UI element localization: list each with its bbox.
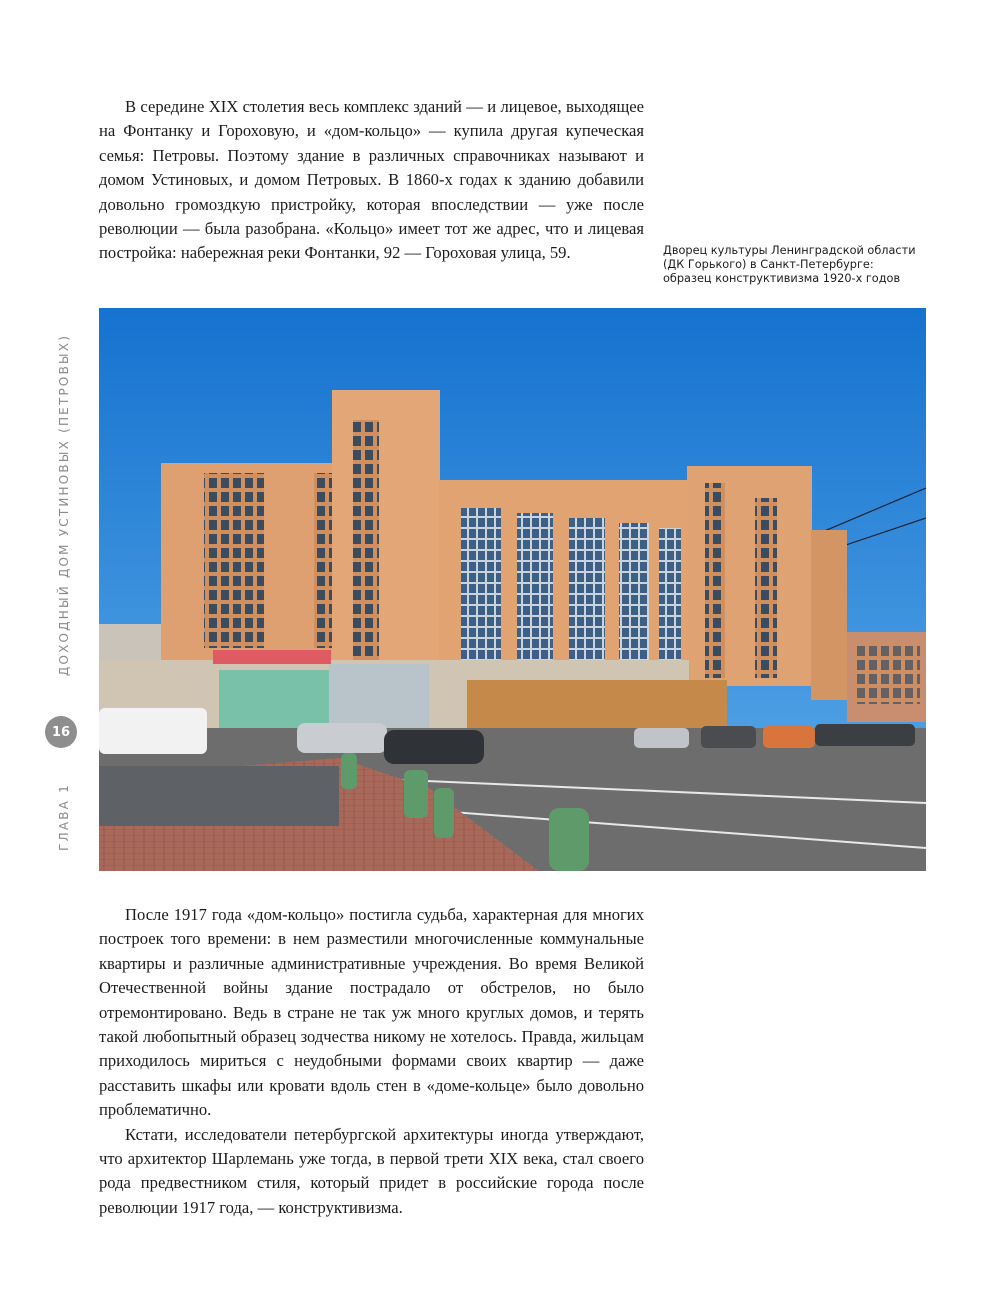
chapter-text: ГЛАВА 1 [57,783,71,851]
bollard [434,788,454,838]
paragraph: После 1917 года «дом-кольцо» постигла судьба, характерная для многих построек того времени: в нем разместили многочисленные коммунальные квартиры и различные административные учреждения. Во время Великой Отечественной войны здание пострадало от обстрелов, но было отремонтировано. Ведь в стране не так уж много круглых домов, и терять такой любопытный образец зодчества никому не хотелось. Правда, жильцам приходилось мириться с неудобными формами своих квартир — даже расставить шкафы или кровати вдоль стен в «доме-кольце» было довольно проблематично. [99,905,644,1120]
car-dark [384,730,484,764]
chapter-label [26,782,102,852]
page-number: 16 [45,716,77,748]
photo-dk-gorkogo [99,308,926,871]
bollard [549,808,589,871]
bollard [404,770,428,818]
bollard [341,753,357,789]
paragraph: В середине XIX столетия весь комплекс зданий — и лицевое, выходящее на Фонтанку и Гороховую, и «дом-кольцо» — купила другая купеческая семья: Петровы. Поэтому здание в различных справочниках называют и домом Устиновых, и домом Петровых. В 1860-х годах к зданию добавили довольно громоздкую пристройку, которая впоследствии — уже после революции — была разобрана. «Кольцо» имеет тот же адрес, что и лицевая постройка: набережная реки Фонтанки, 92 — Гороховая улица, 59. [99,97,644,263]
paragraph: Кстати, исследователи петербургской архитектуры иногда утверждают, что архитектор Шарлемань уже тогда, в первой трети XIX века, стал своего рода предвестником стиля, который придет в российские города после революции 1917 года, — конструктивизма. [99,1124,644,1217]
top-paragraphs [99,95,644,266]
photo-caption: Дворец культуры Ленинградской области (ДК Горького) в Санкт-Петербурге: образец конструктивизма 1920-х годов [663,244,916,286]
building-left-tower [332,390,440,665]
minibus [99,708,207,754]
bottom-paragraphs [99,903,644,1220]
running-head [26,333,102,676]
running-head-text: ДОХОДНЫЙ ДОМ УСТИНОВЫХ (ПЕТРОВЫХ) [57,333,72,676]
